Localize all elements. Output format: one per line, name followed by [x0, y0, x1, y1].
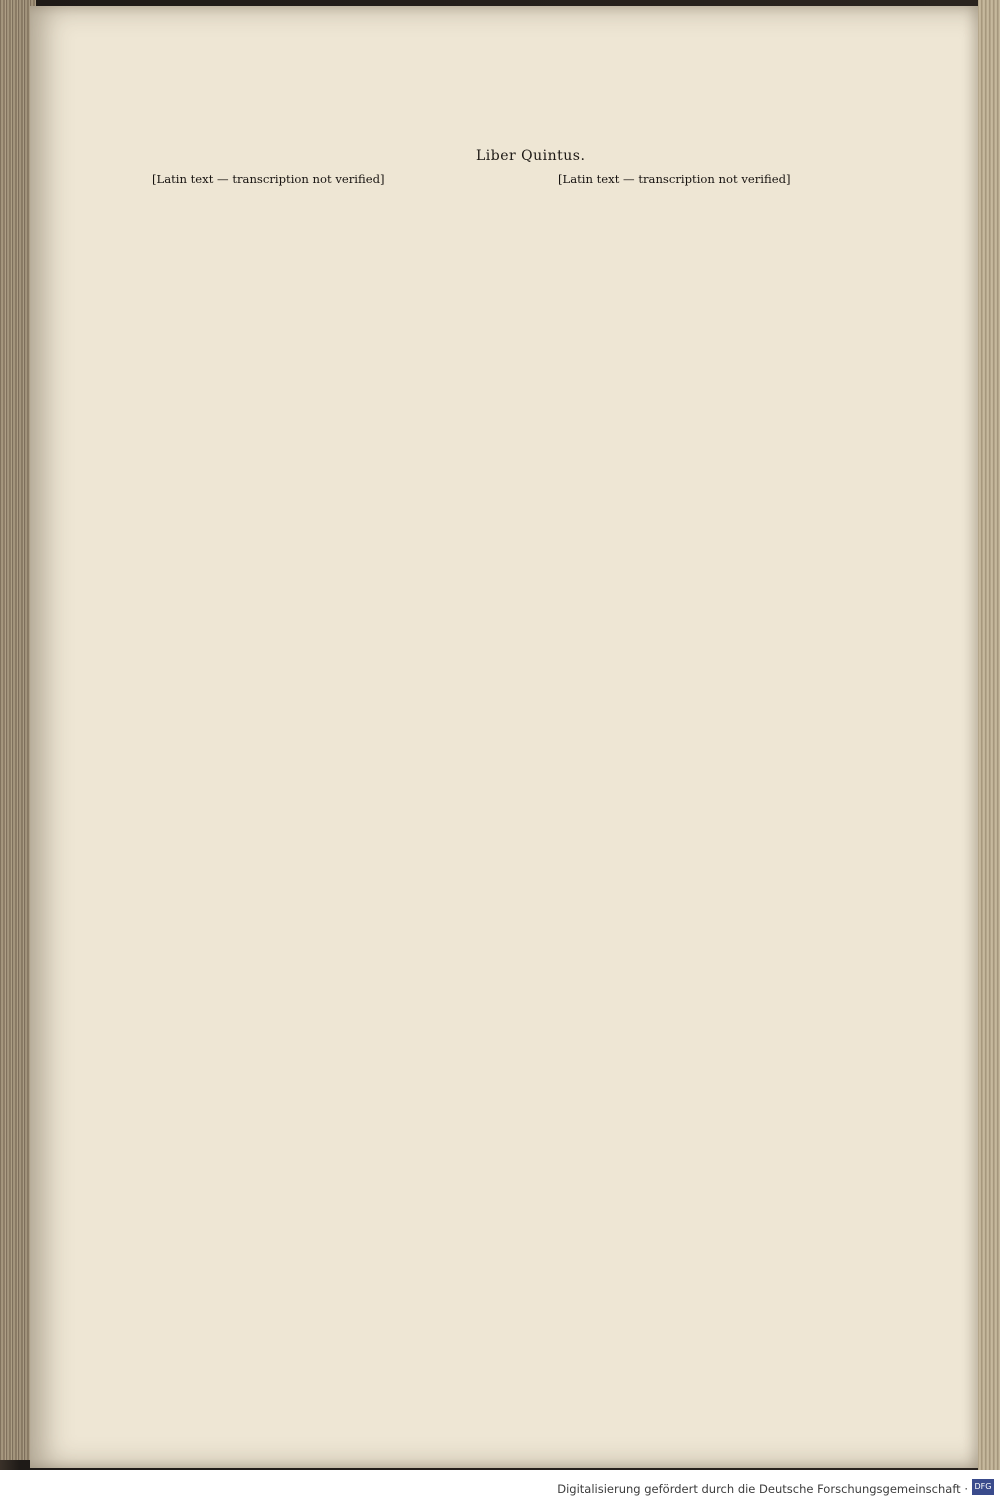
right-text-column — [558, 172, 906, 187]
right-paragraph: [Latin text — transcription not verified] — [558, 172, 791, 186]
book-page — [30, 6, 978, 1468]
dfg-logo: DFG — [972, 1479, 994, 1495]
book-fore-edge — [978, 0, 1000, 1470]
running-head: Liber Quintus. — [476, 148, 586, 164]
left-paragraph: [Latin text — transcription not verified] — [152, 172, 385, 186]
left-text-column — [152, 172, 500, 187]
footer-bar — [0, 1470, 1000, 1507]
footer-credit: Digitalisierung gefördert durch die Deutsche Forschungsgemeinschaft · — [557, 1482, 968, 1496]
